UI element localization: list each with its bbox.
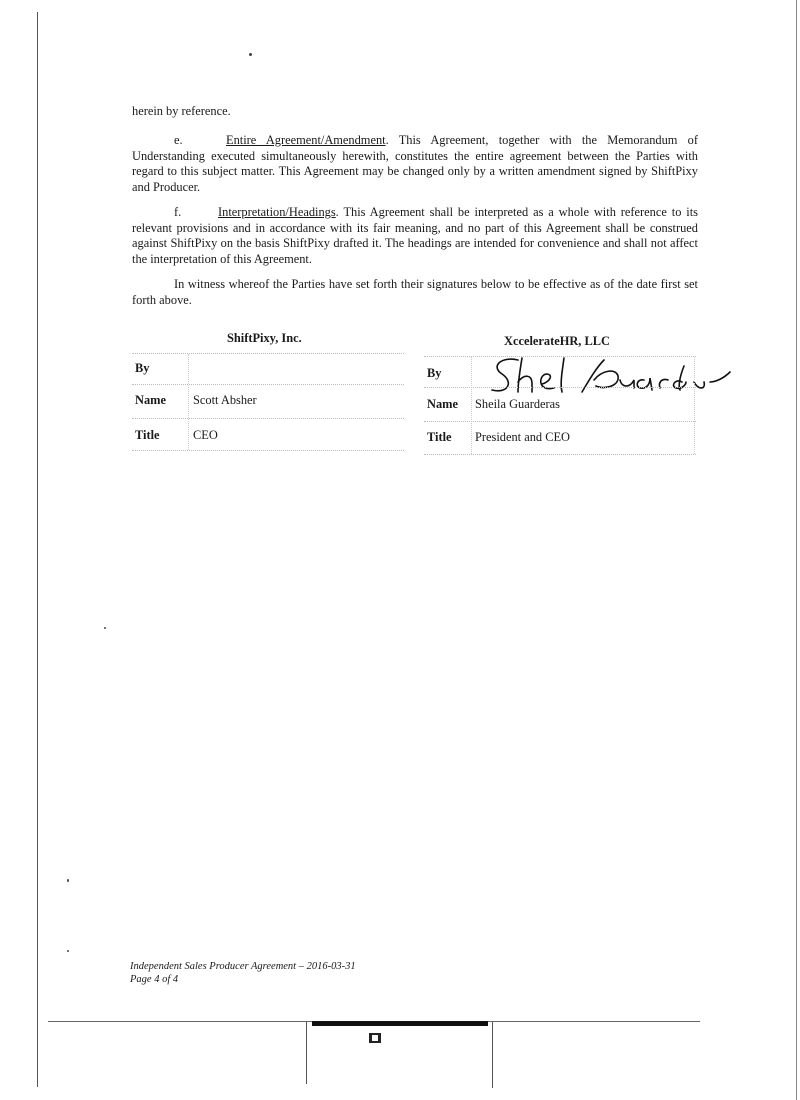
section-f-letter: f. bbox=[174, 205, 182, 219]
intro-fragment: herein by reference. bbox=[132, 104, 231, 118]
scan-speck bbox=[67, 950, 69, 952]
scan-speck bbox=[67, 879, 69, 882]
left-by-label: By bbox=[135, 361, 150, 375]
right-title-value: President and CEO bbox=[475, 430, 570, 444]
binder-clip-mark bbox=[368, 1032, 382, 1044]
right-title-label: Title bbox=[427, 430, 452, 444]
bottom-rule-thick bbox=[312, 1021, 488, 1026]
footer-page-number: Page 4 of 4 bbox=[130, 974, 179, 985]
section-e-letter: e. bbox=[174, 133, 183, 147]
section-e-body: . This Agreement, together with the Memorandum of Understanding executed simultaneously herewith, constitutes the entire agreement between the Parties with regard to this subject matter. This Agreement may be changed only by a written amendment signed by ShiftPixy and Producer. bbox=[132, 133, 699, 194]
witness-paragraph: In witness whereof the Parties have set forth their signatures below to be effective as of the date first set forth above. bbox=[132, 277, 698, 307]
scan-edge-right bbox=[796, 0, 797, 1100]
right-by-label: By bbox=[427, 366, 442, 380]
scan-edge-left bbox=[37, 12, 38, 1087]
section-e-heading: Entire Agreement/Amendment bbox=[226, 133, 386, 147]
section-f-body: . This Agreement shall be interpreted as a whole with reference to its relevant provisions and in accordance with its fair meaning, and no part of this Agreement shall be construed against ShiftPixy on the basis ShiftPixy drafted it. The headings are intended for convenience and shall not affect the interpretation of this Agreement. bbox=[132, 205, 698, 266]
left-name-label: Name bbox=[135, 393, 166, 407]
left-company-name: ShiftPixy, Inc. bbox=[227, 331, 302, 345]
bottom-vline-left bbox=[306, 1022, 307, 1084]
scan-speck bbox=[104, 627, 106, 629]
right-name-value: Sheila Guarderas bbox=[475, 397, 560, 411]
bottom-rule-left bbox=[48, 1021, 312, 1022]
handwritten-signature bbox=[484, 352, 734, 398]
bottom-vline-right bbox=[492, 1022, 493, 1088]
left-name-value: Scott Absher bbox=[193, 393, 257, 407]
footer-title: Independent Sales Producer Agreement – 2016-03-31 bbox=[130, 961, 356, 972]
bottom-rule-right bbox=[488, 1021, 700, 1022]
right-name-label: Name bbox=[427, 397, 458, 411]
section-e-paragraph bbox=[132, 133, 698, 195]
scan-speck bbox=[249, 53, 252, 56]
left-title-value: CEO bbox=[193, 428, 218, 442]
left-title-label: Title bbox=[135, 428, 160, 442]
section-f-heading: Interpretation/Headings bbox=[218, 205, 336, 219]
section-f-paragraph bbox=[132, 205, 698, 267]
right-company-name: XccelerateHR, LLC bbox=[504, 334, 610, 348]
